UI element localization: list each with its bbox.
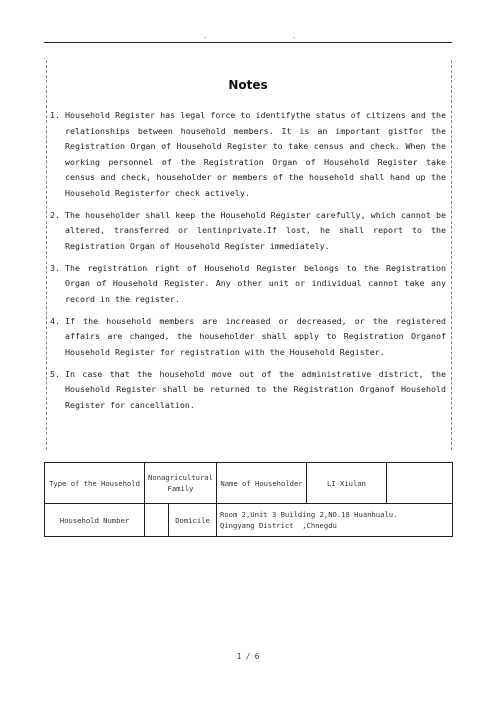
header-dot-left: . bbox=[203, 32, 208, 40]
note-number: 4. bbox=[50, 315, 60, 326]
table-row bbox=[45, 463, 453, 504]
page-title: Notes bbox=[228, 78, 268, 92]
note-text: If the household members are increased or decreased, or the registered affairs are changed, the householder shall apply to Registration Organof Household Register for registration with the Household Register. bbox=[65, 315, 446, 357]
note-item bbox=[50, 261, 446, 308]
blank-cell bbox=[387, 463, 453, 504]
household-number-value bbox=[145, 504, 169, 537]
domicile-value bbox=[217, 504, 453, 537]
note-item bbox=[50, 208, 446, 255]
domicile-label: Domicile bbox=[169, 504, 217, 537]
note-text: The householder shall keep the Household Register carefully, which cannot be altered, transferred or lentinprivate.If lost, he shall report to the Registration Organ of Household Register immediately. bbox=[65, 209, 446, 251]
header-dot-right: . bbox=[292, 32, 297, 40]
notes-list bbox=[50, 108, 446, 420]
note-number: 1. bbox=[50, 110, 60, 120]
note-item bbox=[50, 108, 446, 201]
note-text: Household Register has legal force to identifythe status of citizens and the relationships between household members. It is an important gistfor the Registration Organ of Household Register to take census and check. When the working personnel of the Registration Organ of Household Register take census and check, householder or members of the household shall hand up the Household Registerfor check actively. bbox=[65, 110, 446, 198]
note-number: 5. bbox=[50, 368, 60, 379]
page-number: 1 / 6 bbox=[236, 652, 260, 661]
note-text: The registration right of Household Register belongs to the Registration Organ of Household Register. Any other unit or individual cannot take any record in the register. bbox=[65, 262, 446, 304]
note-number: 2. bbox=[50, 209, 60, 220]
note-item bbox=[50, 367, 446, 414]
household-type-label: Type of the Household bbox=[45, 463, 145, 504]
domicile-line: Qingyang District ,Chnegdu bbox=[220, 521, 337, 530]
note-item bbox=[50, 314, 446, 361]
note-text: In case that the household move out of the administrative district, the Household Register shall be returned to the Registration Organof Household Register for cancellation. bbox=[65, 368, 446, 410]
household-type-value: Nonagricultural Family bbox=[145, 463, 217, 504]
table-row bbox=[45, 504, 453, 537]
household-table bbox=[44, 462, 453, 537]
household-number-label: Household Number bbox=[45, 504, 145, 537]
householder-label: Name of Householder bbox=[217, 463, 307, 504]
header-rule bbox=[44, 42, 452, 43]
note-number: 3. bbox=[50, 262, 60, 273]
householder-value: LI Xiulan bbox=[307, 463, 387, 504]
domicile-line: Room 2,Unit 3 Building 2,NO.18 Huanhualu. bbox=[220, 510, 398, 519]
